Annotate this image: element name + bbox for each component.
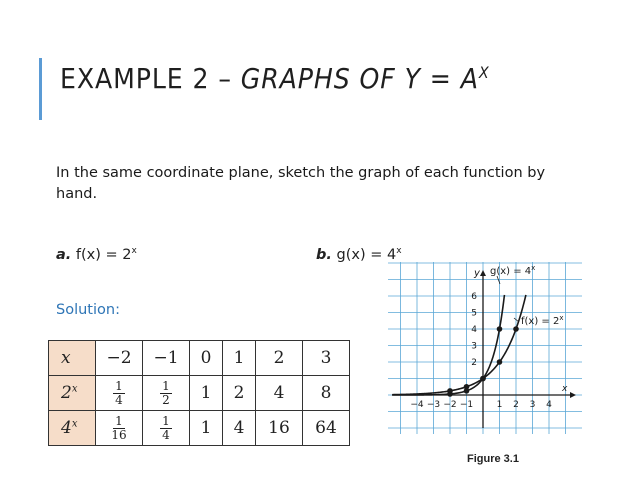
table-row-x <box>49 341 350 376</box>
table-cell: $\frac{1}{4}$ <box>143 411 190 446</box>
intro-text: In the same coordinate plane, sketch the graph of each function by hand. <box>56 165 546 202</box>
table-cell: $\frac{1}{4}$ <box>96 376 143 411</box>
x-tick-label: −2 <box>443 400 457 410</box>
g-point <box>464 388 470 394</box>
x-tick-label: 1 <box>496 400 503 410</box>
x-tick-label: −3 <box>426 400 441 410</box>
table-cell: 1 <box>190 411 223 446</box>
y-axis-arrow-icon <box>480 270 486 276</box>
x-tick-label: 3 <box>529 400 536 410</box>
y-axis-label: y <box>474 268 480 279</box>
row-header-4x: 4$^x$ <box>49 411 96 446</box>
table-cell: −1 <box>143 341 190 376</box>
table-row-4x <box>49 411 350 446</box>
table-cell: 4 <box>256 376 303 411</box>
y-tick-label: 6 <box>471 292 477 302</box>
row-header-2x: 2$^x$ <box>49 376 96 411</box>
g-point <box>447 391 453 397</box>
table-cell: 64 <box>303 411 350 446</box>
x-axis-arrow-icon <box>570 392 576 398</box>
figure-caption: Figure 3.1 <box>467 453 519 465</box>
table-cell: $\frac{1}{16}$ <box>96 411 143 446</box>
curve-g <box>392 295 504 395</box>
x-tick-label: −1 <box>459 400 474 410</box>
y-tick-label: 5 <box>471 308 477 319</box>
y-tick-label: 4 <box>471 325 477 335</box>
table-cell: 1 <box>190 376 223 411</box>
f-point <box>497 359 503 365</box>
values-table <box>48 340 350 446</box>
y-tick-label: 2 <box>471 358 477 368</box>
x-tick-label: 4 <box>546 400 552 410</box>
part-b-label: b. $g(x) = 4^x$ <box>316 246 402 263</box>
g-point <box>497 326 503 332</box>
f-label: $f(x) = 2^x$ <box>521 314 564 327</box>
table-cell: 8 <box>303 376 350 411</box>
x-tick-label: 2 <box>513 400 519 410</box>
table-cell: 16 <box>256 411 303 446</box>
part-a-label: a. $f(x) = 2^x$ <box>56 246 137 263</box>
x-tick-label: −4 <box>410 400 424 410</box>
row-header-x: x <box>49 341 96 376</box>
title-accent-bar <box>39 58 42 120</box>
table-cell: 3 <box>303 341 350 376</box>
y-tick-label: 3 <box>471 341 477 352</box>
solution-label: Solution: <box>56 302 120 318</box>
table-cell: 2 <box>223 376 256 411</box>
g-point <box>480 376 486 382</box>
table-cell: 1 <box>223 341 256 376</box>
exponential-graph <box>386 258 584 436</box>
table-cell: $\frac{1}{2}$ <box>143 376 190 411</box>
curve-f <box>392 295 526 395</box>
slide-title: EXAMPLE 2 – GRAPHS OF $Y = A^X$ <box>60 62 490 95</box>
table-cell: 4 <box>223 411 256 446</box>
x-axis-label: x <box>562 384 568 394</box>
f-point <box>513 326 519 332</box>
g-label: $g(x) = 4^x$ <box>490 264 536 277</box>
table-row-2x <box>49 376 350 411</box>
table-cell: 0 <box>190 341 223 376</box>
table-cell: −2 <box>96 341 143 376</box>
table-cell: 2 <box>256 341 303 376</box>
